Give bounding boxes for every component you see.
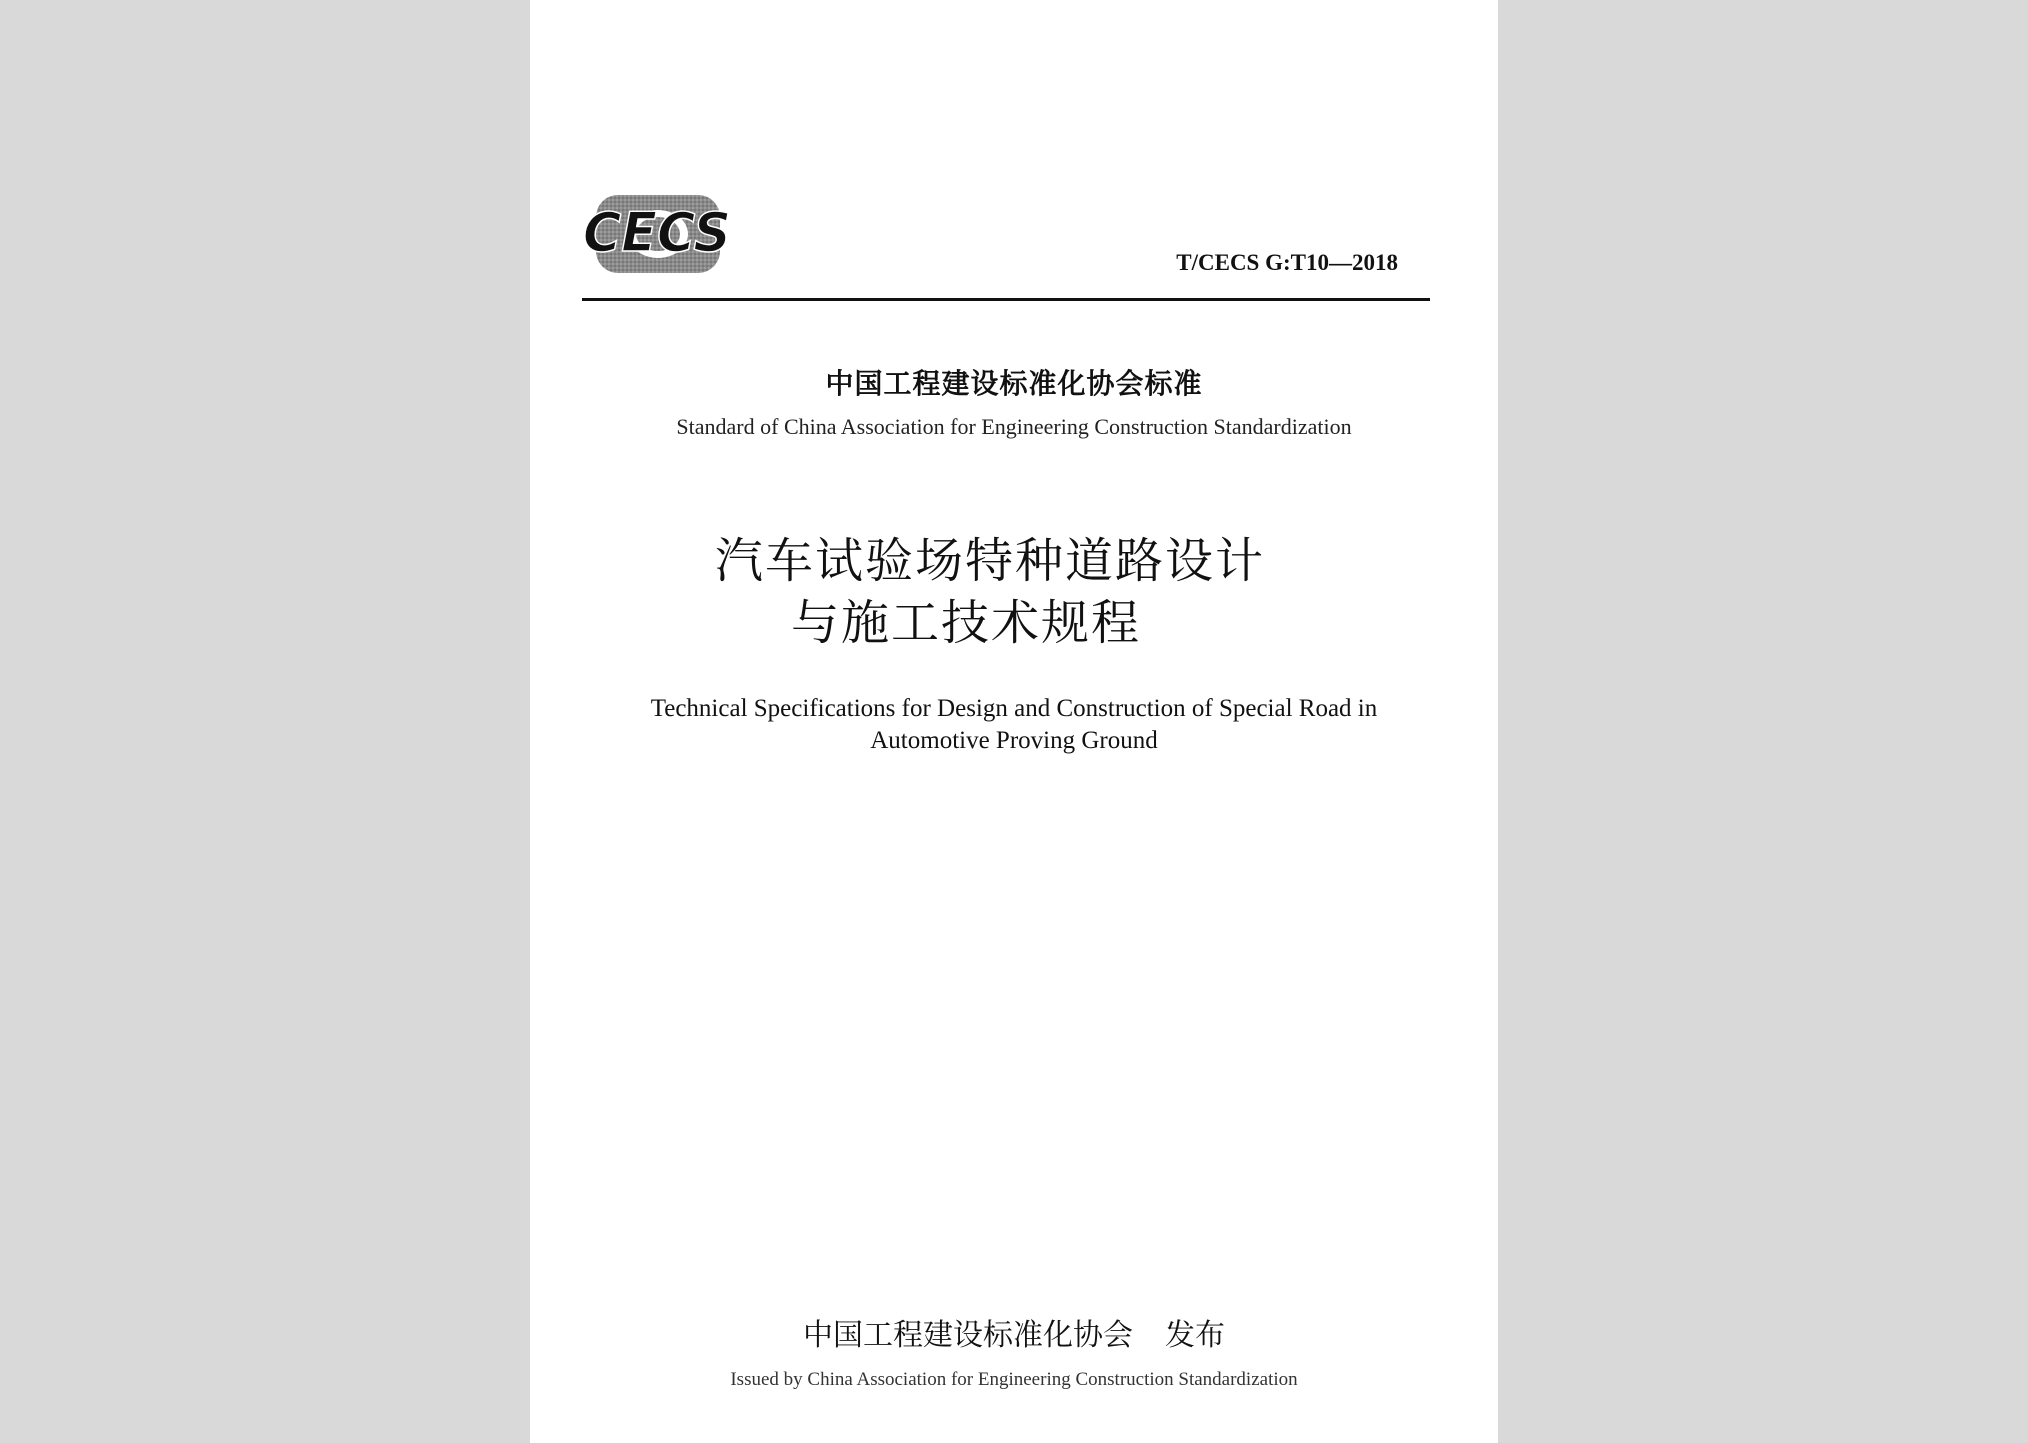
publish-action-cn: 发布: [1165, 1318, 1225, 1353]
association-name-en: Standard of China Association for Engineering Construction Standardization: [676, 414, 1352, 439]
header-divider: [582, 298, 1430, 301]
title-cn-line2: 与施工技术规程: [790, 595, 1141, 651]
title-cn-line1: 汽车试验场特种道路设计: [714, 533, 1265, 589]
publisher-issued-en: Issued by China Association for Engineering Construction Standardization: [730, 1369, 1298, 1390]
association-name-cn: 中国工程建设标准化协会标准: [825, 367, 1203, 400]
publisher-name-cn: 中国工程建设标准化协会: [803, 1318, 1133, 1353]
standard-code: T/CECS G:T10—2018: [1176, 250, 1398, 275]
publisher-cn: [530, 1310, 1498, 1354]
svg-text:CECS: CECS: [583, 201, 731, 264]
title-en-line1: Technical Specifications for Design and Construction of Special Road in: [650, 695, 1378, 722]
title-en-line2: Automotive Proving Ground: [870, 727, 1158, 754]
cecs-logo-icon: [582, 193, 732, 275]
document-cover-page: [530, 0, 1498, 1443]
